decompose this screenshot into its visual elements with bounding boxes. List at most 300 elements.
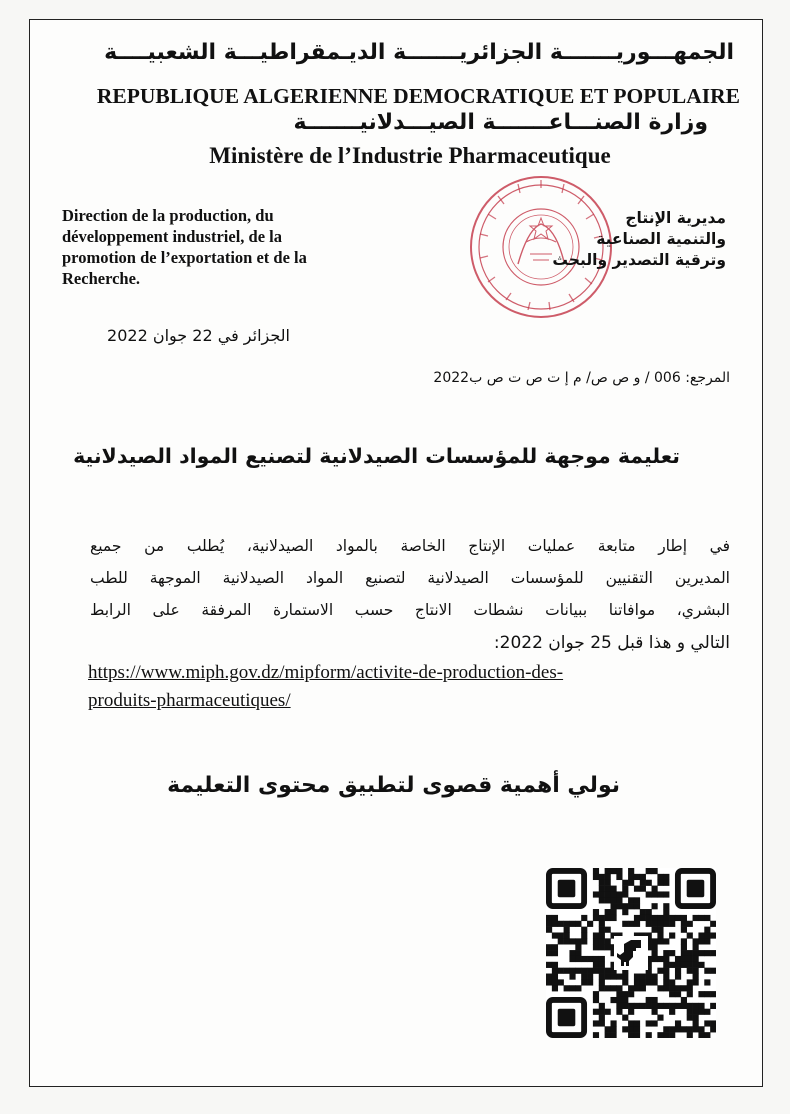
qr-module — [646, 979, 652, 985]
qr-module — [663, 950, 669, 956]
qr-module — [663, 938, 669, 944]
qr-module — [704, 1020, 710, 1026]
qr-module — [593, 915, 599, 921]
qr-module — [593, 868, 599, 874]
subject-heading: تعليمة موجهة للمؤسسات الصيدلانية لتصنيع المواد الصيدلانية — [73, 444, 680, 468]
qr-module — [687, 1015, 693, 1021]
qr-module — [610, 868, 616, 874]
qr-module — [546, 962, 552, 968]
qr-module — [687, 985, 693, 991]
qr-module — [710, 968, 716, 974]
qr-module — [687, 1032, 693, 1038]
qr-module — [552, 979, 558, 985]
direction-french-line: promotion de l’exportation et de la — [62, 248, 307, 267]
qr-module — [581, 932, 587, 938]
qr-module — [698, 915, 704, 921]
qr-module — [616, 985, 622, 991]
qr-module — [552, 921, 558, 927]
qr-module — [687, 962, 693, 968]
qr-module — [693, 938, 699, 944]
qr-module — [634, 1032, 640, 1038]
qr-module — [669, 1003, 675, 1009]
qr-module — [698, 1026, 704, 1032]
qr-module — [605, 897, 611, 903]
qr-module — [599, 979, 605, 985]
qr-module — [616, 903, 622, 909]
qr-module — [646, 1020, 652, 1026]
qr-module — [663, 985, 669, 991]
qr-module — [687, 991, 693, 997]
qr-module — [687, 956, 693, 962]
qr-module — [710, 1003, 716, 1009]
qr-module — [652, 1009, 658, 1015]
qr-module — [640, 880, 646, 886]
qr-module — [593, 1020, 599, 1026]
qr-module — [564, 968, 570, 974]
qr-module — [663, 979, 669, 985]
qr-finder-center — [687, 880, 705, 898]
qr-module — [581, 974, 587, 980]
qr-module — [669, 915, 675, 921]
qr-module — [587, 956, 593, 962]
qr-module — [628, 921, 634, 927]
qr-module — [657, 891, 663, 897]
qr-module — [628, 1032, 634, 1038]
qr-module — [640, 909, 646, 915]
qr-module — [605, 909, 611, 915]
qr-module — [652, 886, 658, 892]
qr-module — [634, 979, 640, 985]
qr-module — [675, 962, 681, 968]
qr-module — [675, 915, 681, 921]
qr-module — [593, 938, 599, 944]
qr-module — [634, 897, 640, 903]
qr-module — [646, 1032, 652, 1038]
form-link-line-1[interactable]: https://www.miph.gov.dz/mipform/activite-de-production-des- — [88, 662, 564, 683]
qr-module — [622, 921, 628, 927]
qr-module — [640, 979, 646, 985]
qr-module — [558, 932, 564, 938]
qr-module — [657, 927, 663, 933]
qr-module — [698, 991, 704, 997]
body-line: في إطار متابعة عمليات الإنتاج الخاصة بالمواد الصيدلانية، يُطلب من جميع — [90, 537, 730, 555]
qr-module — [628, 1026, 634, 1032]
qr-module — [675, 985, 681, 991]
qr-module — [628, 897, 634, 903]
qr-module — [675, 991, 681, 997]
qr-module — [698, 1009, 704, 1015]
qr-module — [669, 1026, 675, 1032]
qr-module — [628, 991, 634, 997]
qr-module — [646, 880, 652, 886]
qr-module — [652, 950, 658, 956]
qr-module — [546, 915, 552, 921]
qr-module — [687, 968, 693, 974]
qr-module — [599, 874, 605, 880]
qr-module — [652, 944, 658, 950]
qr-module — [652, 938, 658, 944]
qr-module — [675, 974, 681, 980]
qr-module — [599, 915, 605, 921]
qr-module — [698, 1003, 704, 1009]
qr-module — [657, 938, 663, 944]
qr-module — [669, 991, 675, 997]
qr-module — [652, 927, 658, 933]
qr-module — [610, 985, 616, 991]
qr-module — [663, 1032, 669, 1038]
qr-module — [552, 915, 558, 921]
direction-arabic-line: والتنمية الصناعية — [596, 230, 726, 248]
qr-module — [593, 891, 599, 897]
body-line: البشري، موافاتنا ببيانات نشطات الانتاج حسب الاستمارة المرفقة على الرابط — [90, 601, 730, 619]
qr-module — [652, 956, 658, 962]
qr-module — [628, 874, 634, 880]
qr-module — [622, 880, 628, 886]
qr-module — [681, 927, 687, 933]
qr-module — [599, 938, 605, 944]
qr-module — [710, 991, 716, 997]
qr-module — [669, 1032, 675, 1038]
qr-module — [669, 921, 675, 927]
qr-module — [610, 886, 616, 892]
qr-module — [605, 944, 611, 950]
qr-module — [652, 891, 658, 897]
qr-module — [640, 1003, 646, 1009]
qr-module — [599, 886, 605, 892]
qr-module — [610, 909, 616, 915]
qr-module — [575, 938, 581, 944]
qr-module — [546, 927, 552, 933]
qr-module — [587, 921, 593, 927]
qr-module — [652, 1003, 658, 1009]
qr-module — [710, 950, 716, 956]
qr-module — [693, 956, 699, 962]
qr-module — [640, 886, 646, 892]
qr-module — [657, 985, 663, 991]
qr-module — [657, 921, 663, 927]
qr-module — [634, 974, 640, 980]
qr-module — [681, 985, 687, 991]
qr-module — [610, 1032, 616, 1038]
qr-module — [634, 1020, 640, 1026]
qr-module — [657, 968, 663, 974]
qr-module — [663, 880, 669, 886]
qr-module — [693, 1015, 699, 1021]
reference-number: المرجع: 006 / و ص ص/ م إ ت ص ت ص ب2022 — [433, 370, 730, 386]
direction-arabic-line: مديرية الإنتاج — [625, 209, 726, 227]
qr-module — [610, 974, 616, 980]
qr-module — [575, 985, 581, 991]
qr-module — [552, 968, 558, 974]
qr-module — [610, 903, 616, 909]
qr-module — [652, 921, 658, 927]
qr-module — [599, 921, 605, 927]
qr-module — [581, 927, 587, 933]
qr-module — [657, 1003, 663, 1009]
qr-module — [575, 956, 581, 962]
qr-module — [669, 1009, 675, 1015]
qr-module — [657, 874, 663, 880]
qr-module — [587, 979, 593, 985]
qr-module — [634, 921, 640, 927]
arabic-state-title: الجمهـــوريـــــــة الجزائريـــــــة الديـمقراطيـــة الشعبيــــة — [104, 40, 734, 65]
qr-module — [704, 979, 710, 985]
qr-module — [622, 979, 628, 985]
qr-module — [616, 868, 622, 874]
qr-module — [616, 991, 622, 997]
qr-finder-center — [558, 880, 576, 898]
qr-module — [669, 985, 675, 991]
body-line: التالي و هذا قبل 25 جوان 2022: — [493, 633, 730, 653]
qr-module — [663, 915, 669, 921]
qr-module — [675, 1020, 681, 1026]
qr-module — [640, 874, 646, 880]
qr-module — [599, 968, 605, 974]
qr-module — [646, 1003, 652, 1009]
qr-module — [681, 938, 687, 944]
qr-module — [599, 1020, 605, 1026]
qr-module — [593, 997, 599, 1003]
qr-module — [710, 932, 716, 938]
qr-module — [652, 1020, 658, 1026]
qr-module — [693, 944, 699, 950]
qr-module — [622, 903, 628, 909]
arabic-ministry-title: وزارة الصنـــاعـــــــة الصيـــدلانيـــــــة — [293, 110, 708, 135]
qr-module — [628, 1009, 634, 1015]
qr-module — [622, 1026, 628, 1032]
qr-module — [599, 1003, 605, 1009]
qr-module — [605, 891, 611, 897]
qr-module — [564, 927, 570, 933]
qr-module — [663, 968, 669, 974]
qr-module — [710, 1026, 716, 1032]
qr-module — [663, 921, 669, 927]
qr-module — [605, 915, 611, 921]
qr-module — [599, 962, 605, 968]
qr-module — [599, 891, 605, 897]
qr-module — [599, 985, 605, 991]
qr-module — [663, 974, 669, 980]
qr-module — [569, 921, 575, 927]
qr-module — [693, 1009, 699, 1015]
qr-module — [593, 1032, 599, 1038]
qr-module — [558, 968, 564, 974]
qr-module — [681, 997, 687, 1003]
qr-module — [698, 1032, 704, 1038]
qr-module — [605, 938, 611, 944]
qr-module — [693, 968, 699, 974]
qr-module — [652, 903, 658, 909]
qr-module — [646, 868, 652, 874]
qr-module — [599, 897, 605, 903]
qr-module — [610, 915, 616, 921]
qr-module — [663, 956, 669, 962]
qr-module — [657, 1032, 663, 1038]
qr-module — [599, 880, 605, 886]
qr-module — [669, 932, 675, 938]
qr-module — [605, 868, 611, 874]
qr-module — [704, 968, 710, 974]
qr-module — [599, 927, 605, 933]
closing-statement: نولي أهمية قصوى لتطبيق محتوى التعليمة — [167, 773, 620, 798]
qr-module — [657, 956, 663, 962]
qr-module — [704, 1032, 710, 1038]
qr-module — [652, 979, 658, 985]
qr-module — [564, 932, 570, 938]
qr-module — [657, 915, 663, 921]
qr-module — [610, 1020, 616, 1026]
qr-module — [663, 1003, 669, 1009]
qr-module — [610, 897, 616, 903]
qr-module — [628, 1020, 634, 1026]
qr-module — [652, 974, 658, 980]
qr-module — [610, 997, 616, 1003]
qr-module — [693, 974, 699, 980]
qr-module — [681, 956, 687, 962]
qr-module — [593, 1009, 599, 1015]
qr-module — [669, 979, 675, 985]
qr-module — [622, 891, 628, 897]
qr-module — [634, 903, 640, 909]
qr-module — [564, 938, 570, 944]
qr-module — [657, 932, 663, 938]
qr-module — [646, 915, 652, 921]
qr-module — [593, 944, 599, 950]
qr-module — [698, 938, 704, 944]
qr-module — [599, 944, 605, 950]
qr-module — [558, 979, 564, 985]
qr-module — [704, 932, 710, 938]
qr-module — [628, 880, 634, 886]
qr-module — [569, 974, 575, 980]
qr-module — [681, 944, 687, 950]
qr-module — [652, 997, 658, 1003]
qr-module — [634, 1026, 640, 1032]
qr-module — [558, 921, 564, 927]
qr-module — [605, 886, 611, 892]
qr-module — [622, 1015, 628, 1021]
qr-module — [710, 1020, 716, 1026]
qr-module — [628, 985, 634, 991]
qr-module — [628, 868, 634, 874]
qr-module — [675, 968, 681, 974]
qr-module — [593, 909, 599, 915]
qr-module — [575, 950, 581, 956]
qr-module — [628, 903, 634, 909]
qr-module — [622, 991, 628, 997]
qr-module — [681, 1003, 687, 1009]
qr-module — [581, 979, 587, 985]
qr-module — [605, 927, 611, 933]
qr-module — [681, 915, 687, 921]
qr-module — [552, 950, 558, 956]
qr-module — [564, 985, 570, 991]
qr-module — [681, 1026, 687, 1032]
qr-module — [581, 915, 587, 921]
qr-module — [687, 979, 693, 985]
qr-module — [610, 891, 616, 897]
qr-module — [546, 950, 552, 956]
qr-module — [675, 956, 681, 962]
qr-module — [646, 891, 652, 897]
qr-module — [646, 909, 652, 915]
qr-module — [593, 932, 599, 938]
qr-module — [669, 962, 675, 968]
qr-module — [605, 974, 611, 980]
qr-module — [575, 968, 581, 974]
qr-module — [605, 1032, 611, 1038]
qr-module — [675, 1026, 681, 1032]
direction-french-line: Recherche. — [62, 269, 141, 288]
qr-module — [663, 903, 669, 909]
qr-module — [552, 962, 558, 968]
qr-module — [622, 1003, 628, 1009]
qr-module — [687, 921, 693, 927]
qr-module — [687, 1026, 693, 1032]
qr-module — [681, 950, 687, 956]
qr-module — [640, 985, 646, 991]
qr-module — [704, 938, 710, 944]
qr-module — [599, 1015, 605, 1021]
qr-module — [558, 938, 564, 944]
qr-module — [552, 974, 558, 980]
qr-module — [616, 1009, 622, 1015]
qr-module — [569, 938, 575, 944]
qr-module — [552, 944, 558, 950]
qr-module — [616, 1003, 622, 1009]
qr-finder-center — [558, 1009, 576, 1027]
qr-module — [693, 962, 699, 968]
qr-module — [640, 915, 646, 921]
qr-module — [669, 950, 675, 956]
qr-module — [622, 974, 628, 980]
qr-module — [704, 991, 710, 997]
qr-module — [657, 1015, 663, 1021]
qr-module — [646, 921, 652, 927]
qr-module — [646, 974, 652, 980]
qr-module — [693, 1026, 699, 1032]
qr-module — [687, 950, 693, 956]
qr-module — [698, 962, 704, 968]
french-ministry-title: Ministère de l’Industrie Pharmaceutique — [209, 143, 611, 168]
qr-module — [616, 874, 622, 880]
qr-module — [640, 974, 646, 980]
qr-module — [698, 950, 704, 956]
qr-module — [663, 874, 669, 880]
qr-module — [616, 974, 622, 980]
qr-module — [605, 874, 611, 880]
qr-module — [693, 1003, 699, 1009]
qr-module — [646, 997, 652, 1003]
qr-module — [634, 985, 640, 991]
qr-module — [704, 915, 710, 921]
qr-module — [693, 979, 699, 985]
direction-french-line: Direction de la production, du — [62, 206, 274, 225]
qr-module — [605, 985, 611, 991]
qr-module — [687, 932, 693, 938]
qr-module — [687, 1009, 693, 1015]
body-line: المديرين التقنيين للمؤسسات الصيدلانية لتصنيع المواد الصيدلانية الموجهة للطب — [90, 569, 730, 587]
qr-module — [593, 991, 599, 997]
form-link-line-2[interactable]: produits-pharmaceutiques/ — [88, 690, 291, 711]
qr-module — [575, 944, 581, 950]
qr-module — [587, 974, 593, 980]
direction-arabic-line: وترقية التصدير والبحث — [552, 251, 726, 269]
qr-module — [681, 962, 687, 968]
qr-module — [599, 974, 605, 980]
qr-module — [663, 891, 669, 897]
qr-module — [663, 962, 669, 968]
